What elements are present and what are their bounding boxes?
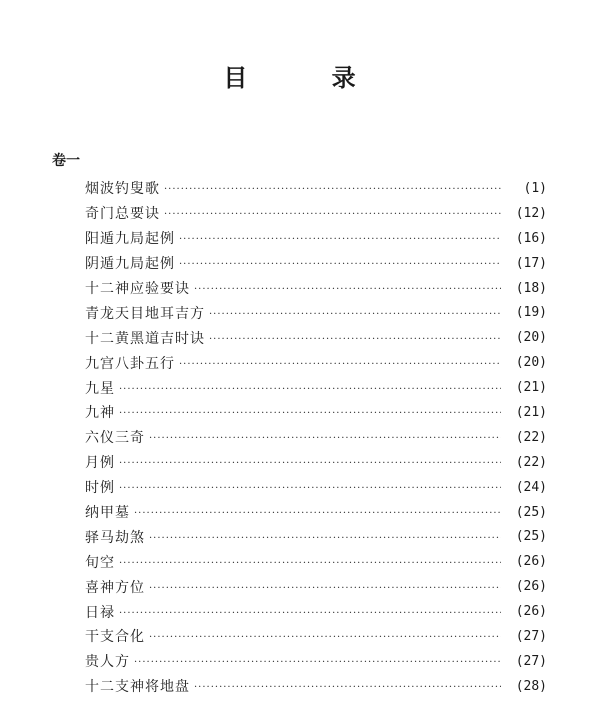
volume-heading: 卷一 xyxy=(52,153,80,169)
toc-entry-label: 时例 xyxy=(85,480,115,497)
toc-entry[interactable] xyxy=(85,674,547,699)
dot-leader xyxy=(179,360,501,370)
toc-entry-label: 日禄 xyxy=(85,604,115,621)
toc-entry-page: (1) xyxy=(523,180,547,196)
dot-leader xyxy=(134,658,501,668)
toc-entry[interactable] xyxy=(85,201,547,226)
toc-entry-page: (12) xyxy=(515,205,547,221)
toc-entry-label: 旬空 xyxy=(85,554,115,571)
dot-leader xyxy=(194,683,501,693)
toc-entry[interactable] xyxy=(85,350,547,375)
toc-entry-label: 干支合化 xyxy=(85,629,145,646)
toc-entry[interactable] xyxy=(85,375,547,400)
toc-entry[interactable] xyxy=(85,325,547,350)
toc-entry[interactable] xyxy=(85,300,547,325)
toc-entry-label: 九星 xyxy=(85,380,115,397)
toc-entry-label: 贵人方 xyxy=(85,654,130,671)
toc-entry-page: (26) xyxy=(515,554,547,570)
toc-entry[interactable] xyxy=(85,475,547,500)
toc-entry-label: 阳遁九局起例 xyxy=(85,231,175,248)
toc-entry-label: 十二神应验要诀 xyxy=(85,281,190,297)
toc-entry-page: (21) xyxy=(515,404,547,420)
toc-entry[interactable] xyxy=(85,226,547,251)
toc-entry-page: (24) xyxy=(515,479,547,495)
toc-entry[interactable] xyxy=(85,400,547,425)
dot-leader xyxy=(209,335,501,345)
dot-leader xyxy=(149,434,501,444)
toc-entry[interactable] xyxy=(85,624,547,649)
dot-leader xyxy=(119,409,501,419)
toc-entry-page: (21) xyxy=(515,380,547,396)
dot-leader xyxy=(209,310,501,320)
dot-leader xyxy=(164,210,501,220)
toc-entry[interactable] xyxy=(85,450,547,475)
toc-entry-page: (27) xyxy=(515,653,547,669)
toc-entry[interactable] xyxy=(85,176,547,201)
dot-leader xyxy=(149,633,501,643)
toc-entry-page: (26) xyxy=(515,604,547,620)
toc-entry[interactable] xyxy=(85,276,547,301)
toc-entry-label: 九神 xyxy=(85,405,115,422)
toc-entry-page: (22) xyxy=(515,429,547,445)
toc-entry-label: 月例 xyxy=(85,455,115,472)
dot-leader xyxy=(119,385,501,395)
toc-entry-label: 阴遁九局起例 xyxy=(85,256,175,273)
toc-entry-label: 烟波钓叟歌 xyxy=(85,181,160,198)
toc-entry-page: (25) xyxy=(515,504,547,520)
dot-leader xyxy=(164,185,501,195)
toc-entry[interactable] xyxy=(85,574,547,599)
dot-leader xyxy=(194,285,501,295)
toc-entry[interactable] xyxy=(85,500,547,525)
toc-entry[interactable] xyxy=(85,425,547,450)
toc-entry-page: (28) xyxy=(515,678,547,694)
toc-entry-label: 六仪三奇 xyxy=(85,430,145,447)
page-title: 目 录 xyxy=(223,63,394,92)
toc-entry[interactable] xyxy=(85,549,547,574)
toc-entry-label: 纳甲墓 xyxy=(85,505,130,522)
toc-entry[interactable] xyxy=(85,251,547,276)
toc-entry-page: (20) xyxy=(515,330,547,346)
toc-entry[interactable] xyxy=(85,649,547,674)
table-of-contents xyxy=(85,176,547,699)
dot-leader xyxy=(134,509,501,519)
dot-leader xyxy=(119,559,501,569)
dot-leader xyxy=(149,584,501,594)
toc-entry-label: 九宫八卦五行 xyxy=(85,355,175,372)
toc-entry-page: (25) xyxy=(515,529,547,545)
toc-entry-page: (22) xyxy=(515,454,547,470)
toc-entry-page: (19) xyxy=(515,305,547,321)
dot-leader xyxy=(179,235,501,245)
toc-entry-page: (27) xyxy=(515,628,547,644)
toc-entry-label: 奇门总要诀 xyxy=(85,206,160,223)
toc-entry-label: 喜神方位 xyxy=(85,579,145,596)
toc-entry-label: 十二支神将地盘 xyxy=(85,679,190,696)
toc-entry-page: (26) xyxy=(515,579,547,595)
toc-entry[interactable] xyxy=(85,599,547,624)
dot-leader xyxy=(119,459,501,469)
toc-entry-page: (16) xyxy=(515,230,547,246)
toc-entry-label: 驿马劫煞 xyxy=(85,529,145,546)
dot-leader xyxy=(119,609,501,619)
toc-entry[interactable] xyxy=(85,524,547,549)
dot-leader xyxy=(119,484,501,494)
dot-leader xyxy=(179,260,501,270)
toc-entry-page: (17) xyxy=(515,255,547,271)
toc-entry-label: 青龙天目地耳吉方 xyxy=(85,305,205,322)
toc-entry-page: (20) xyxy=(515,355,547,371)
toc-entry-page: (18) xyxy=(515,280,547,296)
toc-entry-label: 十二黄黑道吉时诀 xyxy=(85,330,205,347)
dot-leader xyxy=(149,534,501,544)
